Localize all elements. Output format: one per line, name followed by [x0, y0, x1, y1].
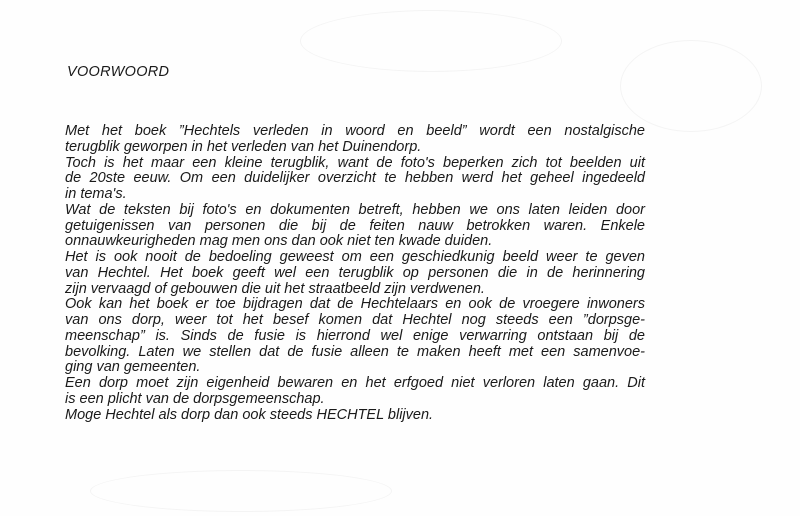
- text-line: van ons dorp, weer tot het besef komen dat Hechtel nog steeds een ”dorpsge-: [65, 312, 645, 328]
- text-line: ging van gemeenten.: [65, 359, 201, 376]
- text-line: zijn vervaagd of gebouwen die uit het straatbeeld zijn verdwenen.: [65, 280, 485, 297]
- faint-show-through-mark: [620, 40, 762, 132]
- text-line: de 20ste eeuw. Om een duidelijker overzicht te hebben werd het geheel ingedeeld: [65, 170, 645, 187]
- text-line: in tema's.: [65, 186, 127, 202]
- text-line: Ook kan het boek er toe bijdragen dat de Hechtelaars en ook de vroegere inwoners: [65, 296, 645, 313]
- faint-show-through-mark: [300, 10, 562, 72]
- text-line: Wat de teksten bij foto's en dokumenten betreft, hebben we ons laten leiden door: [65, 201, 645, 218]
- text-line: Toch is het maar een kleine terugblik, want de foto's beperken zich tot beelden uit: [65, 154, 645, 171]
- text-line: meenschap” is. Sinds de fusie is hierrond wel enige verwarring ontstaan bij de: [65, 327, 645, 344]
- text-line: is een plicht van de dorpsgemeenschap.: [65, 390, 325, 407]
- text-line: terugblik geworpen in het verleden van het Duinendorp.: [65, 138, 422, 155]
- text-line: Het is ook nooit de bedoeling geweest om een geschiedkunig beeld weer te geven: [65, 249, 645, 265]
- foreword-body: [65, 124, 645, 423]
- text-line: van Hechtel. Het boek geeft wel een terugblik op personen die in de herinnering: [65, 264, 645, 281]
- page-heading: VOORWOORD: [67, 64, 170, 80]
- faint-show-through-mark: [90, 470, 392, 512]
- text-line: onnauwkeurigheden mag men ons dan ook niet ten kwade duiden.: [65, 233, 493, 250]
- text-line: Met het boek ”Hechtels verleden in woord en beeld” wordt een nostalgische: [65, 123, 645, 139]
- text-line: Moge Hechtel als dorp dan ook steeds HECHTEL blijven.: [65, 406, 434, 423]
- text-line: Een dorp moet zijn eigenheid bewaren en het erfgoed niet verloren laten gaan. Dit: [65, 375, 645, 391]
- text-line: bevolking. Laten we stellen dat de fusie alleen te maken heeft met een samenvoe-: [65, 343, 645, 360]
- text-line: getuigenissen van personen die bij de feiten nauw betrokken waren. Enkele: [65, 217, 645, 234]
